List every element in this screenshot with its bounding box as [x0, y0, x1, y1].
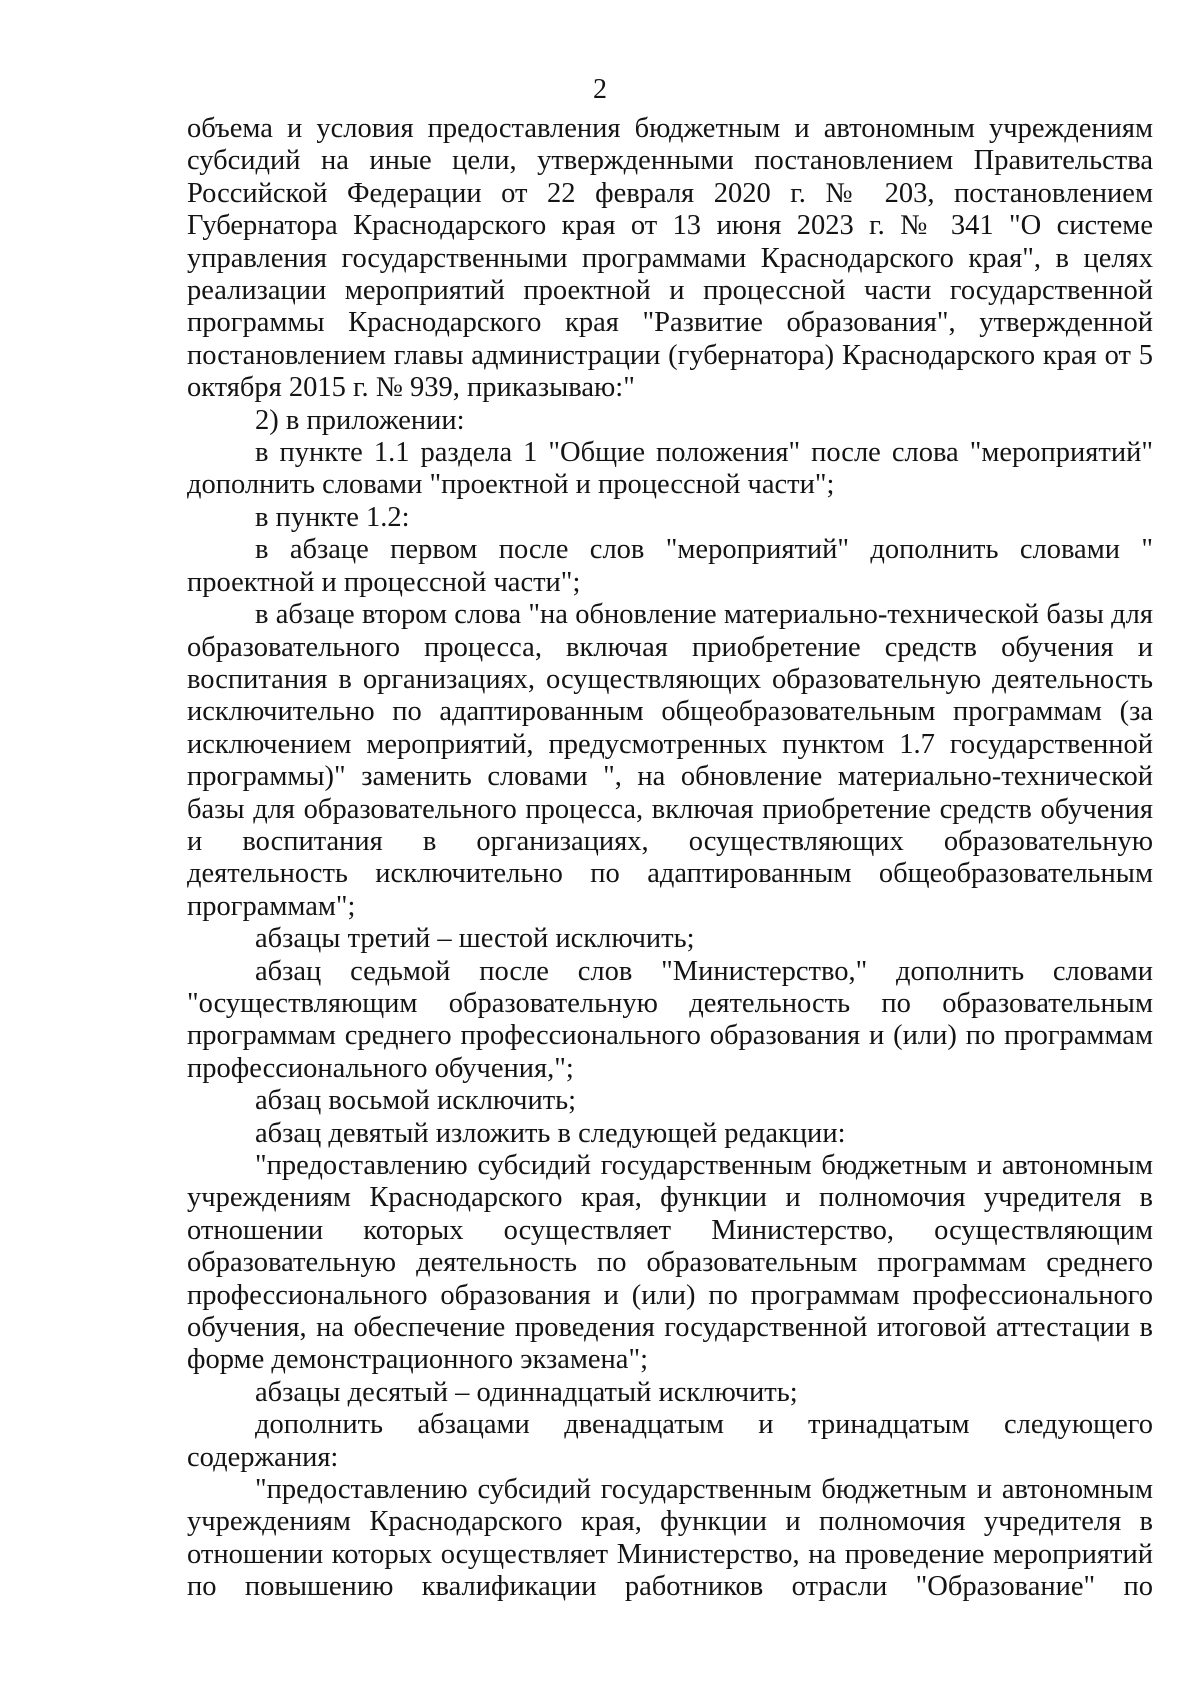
paragraph-quote-ninth: "предоставлению субсидий государственным бюджетным и автономным учреждениям Краснодарского края, функции и полномочия учредителя в отношении которых осуществляет Министерство, осуществляющим образовательную деятельность по образовательным программам среднего профессионального образования и (или) по программам профессионального обучения, на обеспечение проведения государственной итоговой аттестации в форме демонстрационного экзамена"; [187, 1150, 1153, 1376]
paragraph-abzac-eighth: абзац восьмой исключить; [255, 1085, 577, 1117]
paragraph-add-twelfth-thirteenth: дополнить абзацами двенадцатым и тринадцатым следующего содержания: [187, 1409, 1153, 1473]
document-body [187, 113, 1153, 1604]
paragraph-abzac-first: в абзаце первом после слов "мероприятий" дополнить словами " проектной и процессной части"; [187, 534, 1153, 598]
paragraph-abzac-seventh: абзац седьмой после слов "Министерство," дополнить словами "осуществляющим образовательную деятельность по образовательным программам среднего профессионального образования и (или) по программам профессионального обучения,"; [187, 955, 1153, 1084]
paragraph-abzac-second: в абзаце втором слова "на обновление материально-технической базы для образовательного процесса, включая приобретение средств обучения и воспитания в организациях, осуществляющих образовательную деятельность исключительно по адаптированным общеобразовательным программам (за исключением мероприятий, предусмотренных пунктом 1.7 государственной программы)" заменить словами ", на обновление материально-технической базы для образовательного процесса, включая приобретение средств обучения и воспитания в организациях, осуществляющих образовательную деятельность исключительно по адаптированным общеобразовательным программам"; [187, 599, 1153, 922]
paragraph-item-2: 2) в приложении: [255, 404, 465, 436]
paragraph-point-1-1: в пункте 1.1 раздела 1 "Общие положения" после слова "мероприятий" дополнить словами "проектной и процессной части"; [187, 437, 1153, 501]
page-number: 2 [593, 74, 607, 105]
paragraph-point-1-2: в пункте 1.2: [255, 501, 410, 533]
paragraph-abzac-tenth-eleventh: абзацы десятый – одиннадцатый исключить; [255, 1376, 798, 1408]
paragraph-quote-twelfth: "предоставлению субсидий государственным бюджетным и автономным учреждениям Краснодарского края, функции и полномочия учредителя в отношении которых осуществляет Министерство, на проведение мероприятий по повышению квалификации работников отрасли "Образование" по [187, 1474, 1153, 1603]
paragraph-abzac-third-sixth: абзацы третий – шестой исключить; [255, 923, 695, 955]
paragraph-abzac-ninth: абзац девятый изложить в следующей редакции: [255, 1117, 846, 1149]
paragraph-continuation: объема и условия предоставления бюджетным и автономным учреждениям субсидий на иные цели, утвержденными постановлением Правительства Российской Федерации от 22 февраля 2020 г. № 203, постановлением Губернатора Краснодарского края от 13 июня 2023 г. № 341 "О системе управления государственными программами Краснодарского края", в целях реализации мероприятий проектной и процессной части государственной программы Краснодарского края "Развитие образования", утвержденной постановлением главы администрации (губернатора) Краснодарского края от 5 октября 2015 г. № 939, приказываю:" [187, 113, 1153, 404]
